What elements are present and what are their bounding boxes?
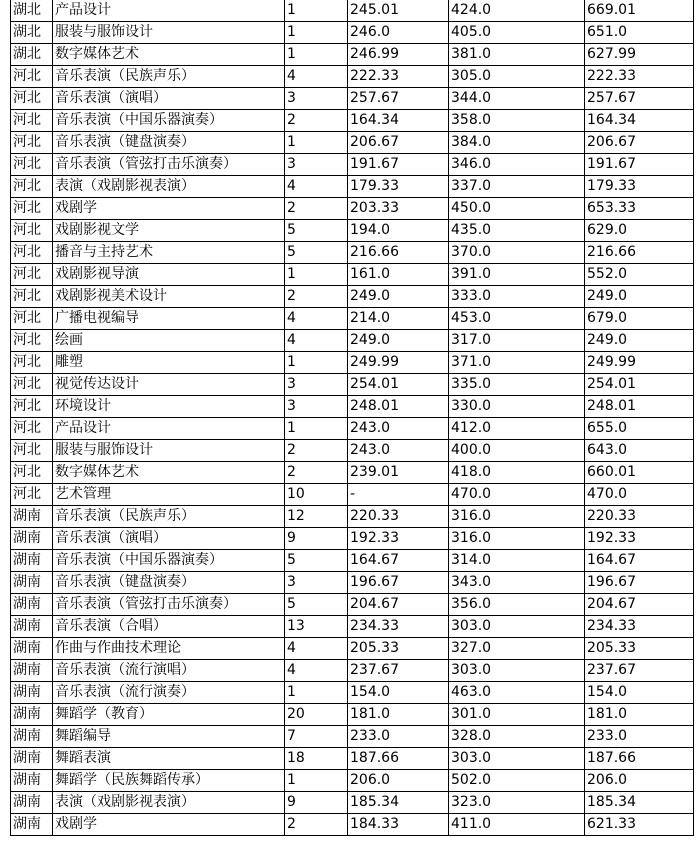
- score-b-cell: 370.0: [449, 242, 585, 264]
- major-cell: 音乐表演（合唱）: [53, 616, 285, 638]
- total-cell: 669.01: [585, 0, 694, 22]
- score-b-cell: 316.0: [449, 506, 585, 528]
- table-row: [11, 594, 694, 616]
- table-row: [11, 0, 694, 22]
- score-a-cell: 191.67: [348, 154, 449, 176]
- table-row: [11, 88, 694, 110]
- score-b-cell: 400.0: [449, 440, 585, 462]
- score-a-cell: 196.67: [348, 572, 449, 594]
- major-cell: 音乐表演（中国乐器演奏）: [53, 550, 285, 572]
- table-row: [11, 330, 694, 352]
- count-cell: 7: [285, 726, 348, 748]
- province-cell: 湖南: [11, 682, 53, 704]
- province-cell: 湖北: [11, 44, 53, 66]
- total-cell: 164.34: [585, 110, 694, 132]
- score-b-cell: 303.0: [449, 616, 585, 638]
- major-cell: 音乐表演（民族声乐）: [53, 66, 285, 88]
- table-row: [11, 770, 694, 792]
- score-a-cell: 194.0: [348, 220, 449, 242]
- major-cell: 舞蹈学（教育）: [53, 704, 285, 726]
- score-b-cell: 411.0: [449, 814, 585, 836]
- score-b-cell: 335.0: [449, 374, 585, 396]
- major-cell: 音乐表演（演唱）: [53, 528, 285, 550]
- count-cell: 20: [285, 704, 348, 726]
- province-cell: 河北: [11, 286, 53, 308]
- province-cell: 湖南: [11, 704, 53, 726]
- major-cell: 舞蹈学（民族舞蹈传承）: [53, 770, 285, 792]
- major-cell: 戏剧影视美术设计: [53, 286, 285, 308]
- table-row: [11, 726, 694, 748]
- major-cell: 环境设计: [53, 396, 285, 418]
- count-cell: 1: [285, 132, 348, 154]
- count-cell: 3: [285, 396, 348, 418]
- score-a-cell: 243.0: [348, 418, 449, 440]
- table-row: [11, 814, 694, 836]
- province-cell: 湖北: [11, 0, 53, 22]
- count-cell: 2: [285, 198, 348, 220]
- table-row: [11, 308, 694, 330]
- score-a-cell: 246.0: [348, 22, 449, 44]
- major-cell: 音乐表演（管弦打击乐演奏）: [53, 154, 285, 176]
- total-cell: 205.33: [585, 638, 694, 660]
- score-b-cell: 470.0: [449, 484, 585, 506]
- province-cell: 河北: [11, 330, 53, 352]
- count-cell: 5: [285, 550, 348, 572]
- score-a-cell: 203.33: [348, 198, 449, 220]
- count-cell: 1: [285, 22, 348, 44]
- major-cell: 播音与主持艺术: [53, 242, 285, 264]
- score-b-cell: 303.0: [449, 748, 585, 770]
- score-b-cell: 502.0: [449, 770, 585, 792]
- table-row: [11, 638, 694, 660]
- major-cell: 音乐表演（流行演唱）: [53, 660, 285, 682]
- score-b-cell: 328.0: [449, 726, 585, 748]
- score-a-cell: 249.0: [348, 330, 449, 352]
- table-row: [11, 132, 694, 154]
- table-row: [11, 572, 694, 594]
- total-cell: 552.0: [585, 264, 694, 286]
- table-row: [11, 396, 694, 418]
- count-cell: 12: [285, 506, 348, 528]
- table-row: [11, 66, 694, 88]
- major-cell: 戏剧影视文学: [53, 220, 285, 242]
- score-a-cell: 206.67: [348, 132, 449, 154]
- count-cell: 5: [285, 594, 348, 616]
- score-a-cell: 246.99: [348, 44, 449, 66]
- total-cell: 216.66: [585, 242, 694, 264]
- score-b-cell: 435.0: [449, 220, 585, 242]
- count-cell: 2: [285, 440, 348, 462]
- score-b-cell: 412.0: [449, 418, 585, 440]
- major-cell: 舞蹈编导: [53, 726, 285, 748]
- count-cell: 4: [285, 660, 348, 682]
- province-cell: 河北: [11, 198, 53, 220]
- score-b-cell: 327.0: [449, 638, 585, 660]
- major-cell: 服装与服饰设计: [53, 22, 285, 44]
- total-cell: 470.0: [585, 484, 694, 506]
- major-cell: 数字媒体艺术: [53, 462, 285, 484]
- total-cell: 192.33: [585, 528, 694, 550]
- major-cell: 绘画: [53, 330, 285, 352]
- score-a-cell: 161.0: [348, 264, 449, 286]
- score-b-cell: 418.0: [449, 462, 585, 484]
- score-a-cell: 249.0: [348, 286, 449, 308]
- score-b-cell: 323.0: [449, 792, 585, 814]
- score-a-cell: 239.01: [348, 462, 449, 484]
- total-cell: 629.0: [585, 220, 694, 242]
- score-a-cell: 192.33: [348, 528, 449, 550]
- score-b-cell: 391.0: [449, 264, 585, 286]
- major-cell: 音乐表演（流行演奏）: [53, 682, 285, 704]
- total-cell: 627.99: [585, 44, 694, 66]
- score-a-cell: 181.0: [348, 704, 449, 726]
- total-cell: 249.99: [585, 352, 694, 374]
- province-cell: 湖南: [11, 726, 53, 748]
- total-cell: 191.67: [585, 154, 694, 176]
- province-cell: 湖南: [11, 814, 53, 836]
- count-cell: 4: [285, 330, 348, 352]
- total-cell: 643.0: [585, 440, 694, 462]
- score-b-cell: 344.0: [449, 88, 585, 110]
- score-b-cell: 333.0: [449, 286, 585, 308]
- table-row: [11, 748, 694, 770]
- count-cell: 9: [285, 792, 348, 814]
- table-row: [11, 440, 694, 462]
- province-cell: 河北: [11, 484, 53, 506]
- count-cell: 4: [285, 176, 348, 198]
- province-cell: 湖南: [11, 770, 53, 792]
- total-cell: 651.0: [585, 22, 694, 44]
- total-cell: 206.67: [585, 132, 694, 154]
- score-b-cell: 317.0: [449, 330, 585, 352]
- score-a-cell: 164.34: [348, 110, 449, 132]
- score-b-cell: 305.0: [449, 66, 585, 88]
- score-a-cell: 164.67: [348, 550, 449, 572]
- province-cell: 河北: [11, 154, 53, 176]
- province-cell: 湖南: [11, 528, 53, 550]
- major-cell: 音乐表演（中国乐器演奏）: [53, 110, 285, 132]
- score-a-cell: 204.67: [348, 594, 449, 616]
- major-cell: 音乐表演（民族声乐）: [53, 506, 285, 528]
- total-cell: 164.67: [585, 550, 694, 572]
- count-cell: 5: [285, 242, 348, 264]
- score-table-container: [10, 0, 694, 836]
- count-cell: 3: [285, 88, 348, 110]
- major-cell: 舞蹈表演: [53, 748, 285, 770]
- count-cell: 2: [285, 110, 348, 132]
- province-cell: 河北: [11, 88, 53, 110]
- table-row: [11, 154, 694, 176]
- province-cell: 湖南: [11, 506, 53, 528]
- count-cell: 18: [285, 748, 348, 770]
- total-cell: 257.67: [585, 88, 694, 110]
- province-cell: 湖南: [11, 792, 53, 814]
- province-cell: 河北: [11, 462, 53, 484]
- total-cell: 254.01: [585, 374, 694, 396]
- score-a-cell: -: [348, 484, 449, 506]
- score-b-cell: 356.0: [449, 594, 585, 616]
- province-cell: 河北: [11, 110, 53, 132]
- total-cell: 220.33: [585, 506, 694, 528]
- table-row: [11, 374, 694, 396]
- province-cell: 湖南: [11, 550, 53, 572]
- score-b-cell: 337.0: [449, 176, 585, 198]
- count-cell: 1: [285, 44, 348, 66]
- score-b-cell: 346.0: [449, 154, 585, 176]
- count-cell: 1: [285, 682, 348, 704]
- province-cell: 河北: [11, 242, 53, 264]
- total-cell: 655.0: [585, 418, 694, 440]
- score-a-cell: 257.67: [348, 88, 449, 110]
- score-a-cell: 233.0: [348, 726, 449, 748]
- score-a-cell: 179.33: [348, 176, 449, 198]
- score-a-cell: 234.33: [348, 616, 449, 638]
- table-row: [11, 528, 694, 550]
- table-row: [11, 264, 694, 286]
- score-b-cell: 330.0: [449, 396, 585, 418]
- score-a-cell: 245.01: [348, 0, 449, 22]
- score-b-cell: 316.0: [449, 528, 585, 550]
- total-cell: 185.34: [585, 792, 694, 814]
- province-cell: 河北: [11, 132, 53, 154]
- score-a-cell: 185.34: [348, 792, 449, 814]
- count-cell: 4: [285, 638, 348, 660]
- total-cell: 237.67: [585, 660, 694, 682]
- count-cell: 1: [285, 418, 348, 440]
- count-cell: 3: [285, 572, 348, 594]
- major-cell: 音乐表演（演唱）: [53, 88, 285, 110]
- total-cell: 196.67: [585, 572, 694, 594]
- table-row: [11, 462, 694, 484]
- admission-score-table: [10, 0, 694, 836]
- total-cell: 187.66: [585, 748, 694, 770]
- province-cell: 湖南: [11, 594, 53, 616]
- major-cell: 服装与服饰设计: [53, 440, 285, 462]
- major-cell: 戏剧影视导演: [53, 264, 285, 286]
- major-cell: 戏剧学: [53, 814, 285, 836]
- total-cell: 154.0: [585, 682, 694, 704]
- province-cell: 湖南: [11, 660, 53, 682]
- table-row: [11, 506, 694, 528]
- count-cell: 2: [285, 462, 348, 484]
- count-cell: 4: [285, 308, 348, 330]
- province-cell: 河北: [11, 308, 53, 330]
- table-row: [11, 110, 694, 132]
- count-cell: 4: [285, 66, 348, 88]
- total-cell: 249.0: [585, 330, 694, 352]
- total-cell: 206.0: [585, 770, 694, 792]
- table-row: [11, 198, 694, 220]
- total-cell: 249.0: [585, 286, 694, 308]
- score-b-cell: 424.0: [449, 0, 585, 22]
- major-cell: 表演（戏剧影视表演）: [53, 792, 285, 814]
- total-cell: 679.0: [585, 308, 694, 330]
- score-b-cell: 463.0: [449, 682, 585, 704]
- count-cell: 10: [285, 484, 348, 506]
- score-a-cell: 237.67: [348, 660, 449, 682]
- table-row: [11, 616, 694, 638]
- score-a-cell: 248.01: [348, 396, 449, 418]
- count-cell: 2: [285, 814, 348, 836]
- province-cell: 湖北: [11, 22, 53, 44]
- major-cell: 雕塑: [53, 352, 285, 374]
- score-b-cell: 453.0: [449, 308, 585, 330]
- score-b-cell: 343.0: [449, 572, 585, 594]
- total-cell: 204.67: [585, 594, 694, 616]
- total-cell: 234.33: [585, 616, 694, 638]
- major-cell: 艺术管理: [53, 484, 285, 506]
- table-row: [11, 550, 694, 572]
- major-cell: 广播电视编导: [53, 308, 285, 330]
- score-a-cell: 205.33: [348, 638, 449, 660]
- score-b-cell: 358.0: [449, 110, 585, 132]
- province-cell: 湖南: [11, 616, 53, 638]
- table-row: [11, 22, 694, 44]
- count-cell: 1: [285, 770, 348, 792]
- table-row: [11, 44, 694, 66]
- major-cell: 音乐表演（键盘演奏）: [53, 572, 285, 594]
- score-b-cell: 314.0: [449, 550, 585, 572]
- count-cell: 3: [285, 154, 348, 176]
- table-row: [11, 682, 694, 704]
- table-row: [11, 704, 694, 726]
- total-cell: 222.33: [585, 66, 694, 88]
- major-cell: 音乐表演（键盘演奏）: [53, 132, 285, 154]
- score-a-cell: 216.66: [348, 242, 449, 264]
- score-a-cell: 187.66: [348, 748, 449, 770]
- major-cell: 数字媒体艺术: [53, 44, 285, 66]
- province-cell: 河北: [11, 440, 53, 462]
- table-row: [11, 220, 694, 242]
- table-row: [11, 286, 694, 308]
- table-row: [11, 484, 694, 506]
- province-cell: 河北: [11, 176, 53, 198]
- count-cell: 1: [285, 264, 348, 286]
- total-cell: 181.0: [585, 704, 694, 726]
- score-a-cell: 220.33: [348, 506, 449, 528]
- province-cell: 湖南: [11, 748, 53, 770]
- score-a-cell: 254.01: [348, 374, 449, 396]
- count-cell: 1: [285, 352, 348, 374]
- major-cell: 表演（戏剧影视表演）: [53, 176, 285, 198]
- count-cell: 5: [285, 220, 348, 242]
- count-cell: 1: [285, 0, 348, 22]
- major-cell: 作曲与作曲技术理论: [53, 638, 285, 660]
- score-b-cell: 384.0: [449, 132, 585, 154]
- province-cell: 河北: [11, 66, 53, 88]
- table-row: [11, 352, 694, 374]
- score-a-cell: 184.33: [348, 814, 449, 836]
- total-cell: 660.01: [585, 462, 694, 484]
- major-cell: 产品设计: [53, 418, 285, 440]
- count-cell: 13: [285, 616, 348, 638]
- table-row: [11, 176, 694, 198]
- score-b-cell: 301.0: [449, 704, 585, 726]
- score-a-cell: 214.0: [348, 308, 449, 330]
- score-a-cell: 249.99: [348, 352, 449, 374]
- major-cell: 视觉传达设计: [53, 374, 285, 396]
- total-cell: 621.33: [585, 814, 694, 836]
- major-cell: 戏剧学: [53, 198, 285, 220]
- score-a-cell: 243.0: [348, 440, 449, 462]
- score-b-cell: 303.0: [449, 660, 585, 682]
- province-cell: 河北: [11, 264, 53, 286]
- score-b-cell: 371.0: [449, 352, 585, 374]
- province-cell: 河北: [11, 396, 53, 418]
- province-cell: 河北: [11, 374, 53, 396]
- province-cell: 河北: [11, 352, 53, 374]
- count-cell: 3: [285, 374, 348, 396]
- table-row: [11, 418, 694, 440]
- score-a-cell: 154.0: [348, 682, 449, 704]
- count-cell: 2: [285, 286, 348, 308]
- major-cell: 产品设计: [53, 0, 285, 22]
- score-a-cell: 222.33: [348, 66, 449, 88]
- province-cell: 河北: [11, 220, 53, 242]
- score-b-cell: 381.0: [449, 44, 585, 66]
- province-cell: 湖南: [11, 638, 53, 660]
- count-cell: 9: [285, 528, 348, 550]
- table-row: [11, 242, 694, 264]
- total-cell: 233.0: [585, 726, 694, 748]
- total-cell: 179.33: [585, 176, 694, 198]
- province-cell: 河北: [11, 418, 53, 440]
- major-cell: 音乐表演（管弦打击乐演奏）: [53, 594, 285, 616]
- score-a-cell: 206.0: [348, 770, 449, 792]
- total-cell: 653.33: [585, 198, 694, 220]
- total-cell: 248.01: [585, 396, 694, 418]
- province-cell: 湖南: [11, 572, 53, 594]
- table-row: [11, 660, 694, 682]
- table-row: [11, 792, 694, 814]
- score-b-cell: 450.0: [449, 198, 585, 220]
- table-body: [11, 0, 694, 836]
- score-b-cell: 405.0: [449, 22, 585, 44]
